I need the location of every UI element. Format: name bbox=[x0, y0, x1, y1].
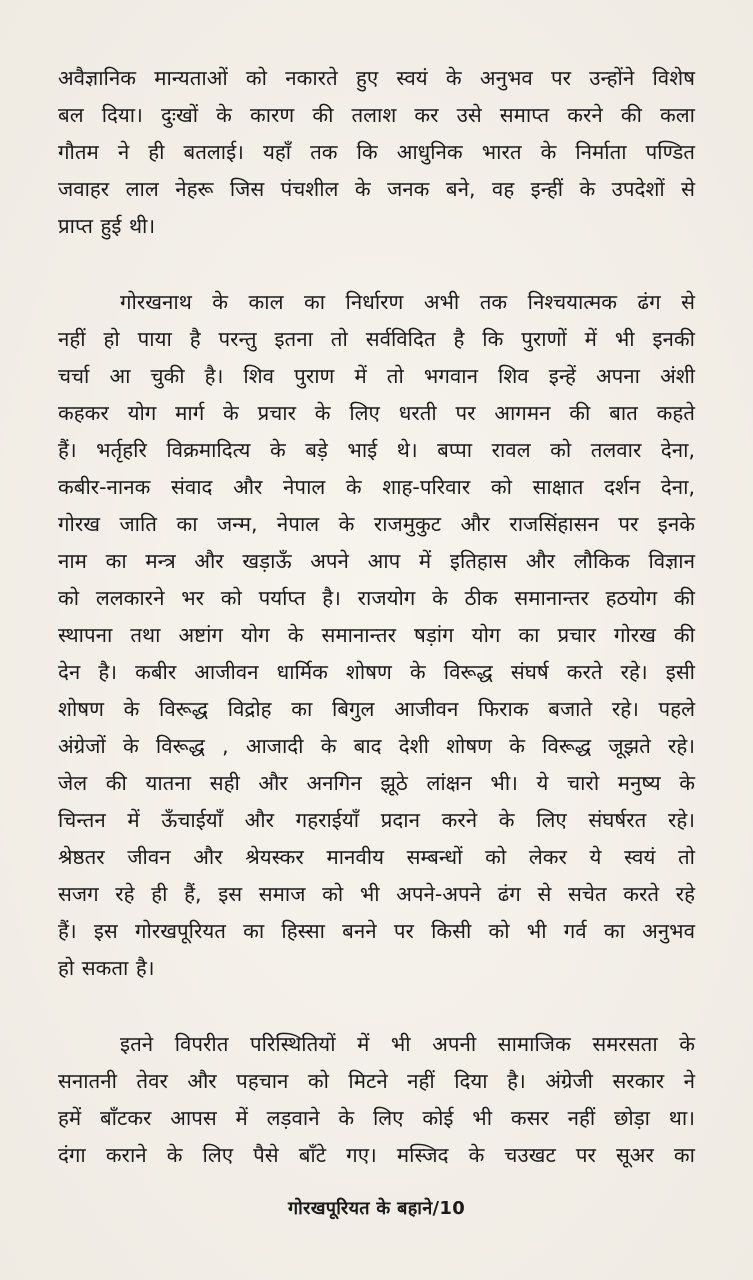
text-line: गौतम ने ही बतलाई। यहाँ तक कि आधुनिक भारत के निर्माता पण्डित bbox=[58, 140, 695, 164]
text-line: गोरखनाथ के काल का निर्धारण अभी तक निश्चयात्मक ढंग से bbox=[120, 290, 695, 314]
text-line: गोरख जाति का जन्म, नेपाल के राजमुकुट और राजसिंहासन पर इनके bbox=[58, 512, 695, 536]
text-line: देन है। कबीर आजीवन धार्मिक शोषण के विरूद्ध संघर्ष करते रहे। इसी bbox=[58, 660, 695, 684]
text-line: इतने विपरीत परिस्थितियों में भी अपनी सामाजिक समरसता के bbox=[120, 1032, 695, 1056]
text-line: नहीं हो पाया है परन्तु इतना तो सर्वविदित है कि पुराणों में भी इनकी bbox=[58, 327, 695, 351]
text-line: श्रेष्ठतर जीवन और श्रेयस्कर मानवीय सम्बन्धों को लेकर ये स्वयं तो bbox=[58, 845, 695, 869]
text-line: स्थापना तथा अष्टांग योग के समानान्तर षड़ांग योग का प्रचार गोरख की bbox=[58, 623, 695, 647]
text-line: हैं। भर्तृहरि विक्रमादित्य के बड़े भाई थे। बप्पा रावल को तलवार देना, bbox=[58, 438, 695, 462]
text-line: चिन्तन में ऊँचाईयाँ और गहराईयाँ प्रदान करने के लिए संघर्षरत रहे। bbox=[58, 808, 695, 832]
text-line: जेल की यातना सही और अनगिन झूठे लांक्षन भी। ये चारो मनुष्य के bbox=[58, 771, 695, 795]
paragraph-2 bbox=[58, 284, 695, 987]
text-line: दंगा कराने के लिए पैसे बाँटे गए। मस्जिद के चउखट पर सूअर का bbox=[58, 1143, 695, 1167]
text-line: प्राप्त हुई थी। bbox=[58, 214, 156, 238]
text-line: कबीर-नानक संवाद और नेपाल के शाह-परिवार को साक्षात दर्शन देना, bbox=[58, 475, 695, 499]
text-line: सजग रहे ही हैं, इस समाज को भी अपने-अपने ढंग से सचेत करते रहे bbox=[58, 882, 695, 906]
page-footer: गोरखपूरियत के बहाने/10 bbox=[287, 1198, 466, 1219]
text-line: अवैज्ञानिक मान्यताओं को नकारते हुए स्वयं के अनुभव पर उन्होंने विशेष bbox=[58, 66, 695, 90]
text-line: हो सकता है। bbox=[58, 956, 155, 980]
text-line: को ललकारने भर को पर्याप्त है। राजयोग के ठीक समानान्तर हठयोग की bbox=[58, 586, 695, 610]
text-line: हमें बाँटकर आपस में लड़वाने के लिए कोई भी कसर नहीं छोड़ा था। bbox=[58, 1106, 695, 1130]
text-line: नाम का मन्त्र और खड़ाऊँ अपने आप में इतिहास और लौकिक विज्ञान bbox=[58, 549, 695, 573]
paragraph-3 bbox=[58, 1026, 695, 1174]
text-line: चर्चा आ चुकी है। शिव पुराण में तो भगवान शिव इन्हें अपना अंशी bbox=[58, 364, 695, 388]
text-line: सनातनी तेवर और पहचान को मिटने नहीं दिया है। अंग्रेजी सरकार ने bbox=[58, 1069, 695, 1093]
text-line: कहकर योग मार्ग के प्रचार के लिए धरती पर आगमन की बात कहते bbox=[58, 401, 695, 425]
text-line: बल दिया। दुःखों के कारण की तलाश कर उसे समाप्त करने की कला bbox=[58, 103, 695, 127]
text-line: अंग्रेजों के विरूद्ध , आजादी के बाद देशी शोषण के विरूद्ध जूझते रहे। bbox=[58, 734, 695, 758]
text-line: शोषण के विरूद्ध विद्रोह का बिगुल आजीवन फिराक बजाते रहे। पहले bbox=[58, 697, 695, 721]
text-line: हैं। इस गोरखपूरियत का हिस्सा बनने पर किसी को भी गर्व का अनुभव bbox=[58, 919, 695, 943]
paragraph-1 bbox=[58, 60, 695, 245]
text-line: जवाहर लाल नेहरू जिस पंचशील के जनक बने, वह इन्हीं के उपदेशों से bbox=[58, 177, 695, 201]
